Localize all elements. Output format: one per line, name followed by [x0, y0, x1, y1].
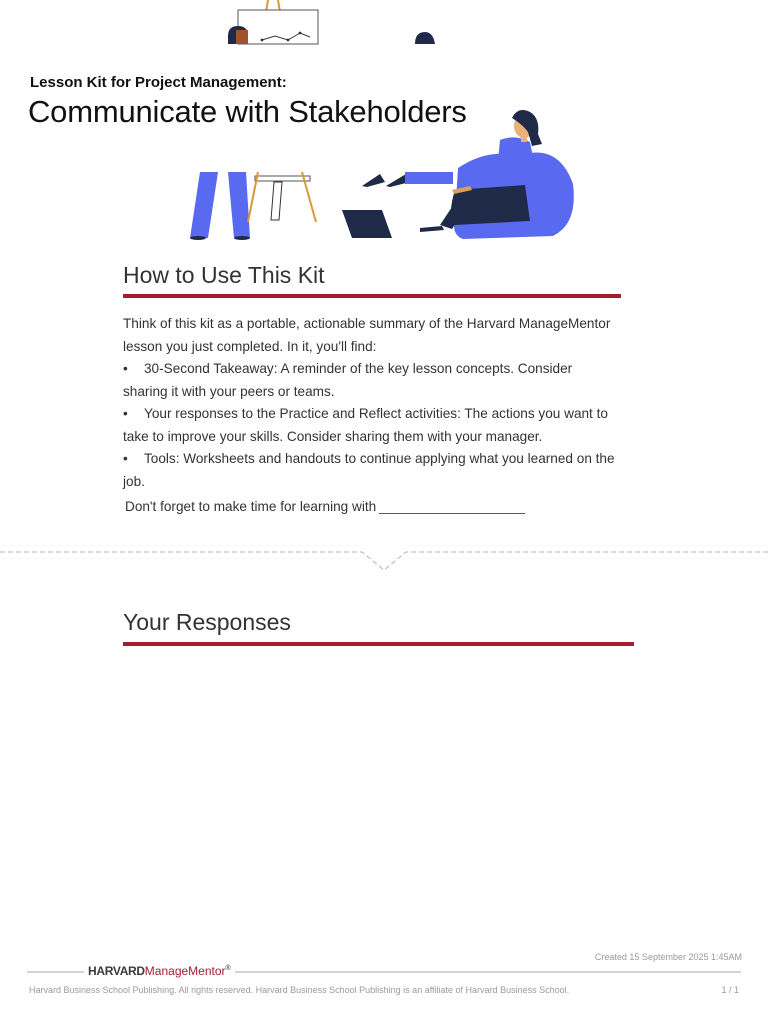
page-title: Communicate with Stakeholders: [28, 94, 467, 129]
bullet-text: Tools: Worksheets and handouts to continue applying what you learned on the job.: [123, 451, 615, 489]
kit-subtitle: Lesson Kit for Project Management:: [30, 74, 287, 91]
learning-link[interactable]: [379, 497, 525, 514]
bullet-text: 30-Second Takeaway: A reminder of the key lesson concepts. Consider sharing it with your peers or teams.: [123, 361, 573, 399]
how-to-use-heading: How to Use This Kit: [123, 262, 325, 288]
created-timestamp: Created 15 September 2025 1:45AM: [594, 952, 742, 962]
responses-heading: Your Responses: [123, 609, 291, 635]
how-to-use-body: [123, 313, 620, 493]
harvard-managementor-logo: [84, 964, 235, 978]
section-divider: [0, 540, 768, 580]
bullet-text: Your responses to the Practice and Reflect activities: The actions you want to take to improve your skills. Consider sharing them with your manager.: [123, 406, 608, 444]
bullet-icon: •: [123, 361, 128, 376]
responses-rule: [123, 642, 634, 646]
list-item: [123, 403, 620, 448]
intro-paragraph: Think of this kit as a portable, actionable summary of the Harvard ManageMentor lesson you just completed. In it, you'll find:: [123, 316, 611, 354]
logo-harvard: HARVARD: [88, 964, 145, 978]
bullet-icon: •: [123, 451, 128, 466]
bullet-icon: •: [123, 406, 128, 421]
copyright-text: Harvard Business School Publishing. All rights reserved. Harvard Business School Publishing is an affiliate of Harvard Business School.: [29, 985, 570, 995]
list-item: [123, 448, 620, 493]
logo-managementor: ManageMentor: [144, 964, 226, 978]
how-to-use-rule: [123, 294, 621, 298]
registered-mark: ®: [225, 965, 231, 972]
learning-reminder-text: Don't forget to make time for learning with: [125, 499, 377, 514]
learning-reminder: [125, 497, 525, 514]
page-number: 1 / 1: [721, 985, 739, 995]
list-item: [123, 358, 620, 403]
